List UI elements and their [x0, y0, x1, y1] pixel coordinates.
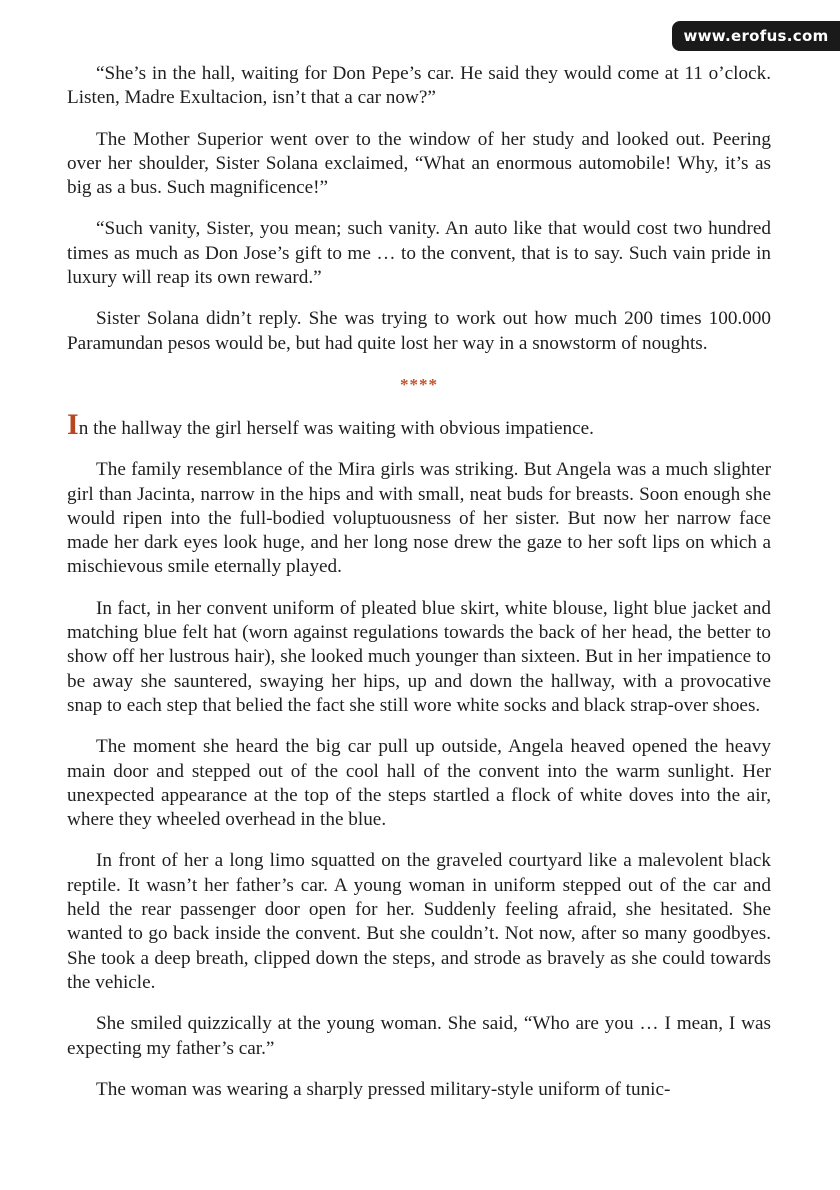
- paragraph: In fact, in her convent uniform of pleated blue skirt, white blouse, light blue jacket and matching blue felt hat (worn against regulations towards the back of her head, the better to show off her lustrous hair), she looked much younger than sixteen. But in her impatience to be away she sauntered, swaying her hips, up and down the hallway, with a provocative snap to each step that belied the fact she still wore white socks and black strap-over shoes.: [67, 597, 771, 716]
- paragraph: “She’s in the hall, waiting for Don Pepe’s car. He said they would come at 11 o’clock. Listen, Madre Exultacion, isn’t that a car now?”: [67, 63, 771, 109]
- opening-text: n the hallway the girl herself was waiting with obvious impatience.: [78, 417, 594, 439]
- paragraph: The woman was wearing a sharply pressed military-style uniform of tunic-: [96, 1078, 671, 1100]
- paragraph: “Such vanity, Sister, you mean; such vanity. An auto like that would cost two hundred times as much as Don Jose’s gift to me … to the convent, that is to say. Such vain pride in luxury will reap its own reward.”: [67, 218, 771, 289]
- watermark-badge: www.erofus.com: [672, 21, 840, 51]
- paragraph: The Mother Superior went over to the window of her study and looked out. Peering over her shoulder, Sister Solana exclaimed, “What an enormous automobile! Why, it’s as big as a bus. Such magnificence!”: [67, 128, 771, 199]
- paragraph: Sister Solana didn’t reply. She was trying to work out how much 200 times 100.000 Paramundan pesos would be, but had quite lost her way in a snowstorm of noughts.: [67, 308, 771, 354]
- section-opening-paragraph: [67, 407, 771, 441]
- drop-cap: I: [67, 407, 79, 441]
- book-page: [67, 62, 771, 1119]
- paragraph: The family resemblance of the Mira girls was striking. But Angela was a much slighter girl than Jacinta, narrow in the hips and with small, neat buds for breasts. Soon enough she would ripen into the full-bodied voluptuousness of her sister. But now her narrow face made her dark eyes look huge, and her long nose drew the gaze to her soft lips on which a mischievous smile eternally played.: [67, 459, 771, 578]
- paragraph: She smiled quizzically at the young woman. She said, “Who are you … I mean, I was expecting my father’s car.”: [67, 1013, 771, 1059]
- paragraph: In front of her a long limo squatted on the graveled courtyard like a malevolent black reptile. It wasn’t her father’s car. A young woman in uniform stepped out of the car and held the rear passenger door open for her. Suddenly feeling afraid, she hesitated. She wanted to go back inside the convent. But she couldn’t. Not now, after so many goodbyes. She took a deep breath, clipped down the steps, and strode as bravely as she could towards the vehicle.: [67, 850, 771, 993]
- section-separator: ****: [400, 374, 438, 394]
- paragraph: The moment she heard the big car pull up outside, Angela heaved opened the heavy main door and stepped out of the cool hall of the convent into the warm sunlight. Her unexpected appearance at the top of the steps startled a flock of white doves into the air, where they wheeled overhead in the blue.: [67, 736, 771, 831]
